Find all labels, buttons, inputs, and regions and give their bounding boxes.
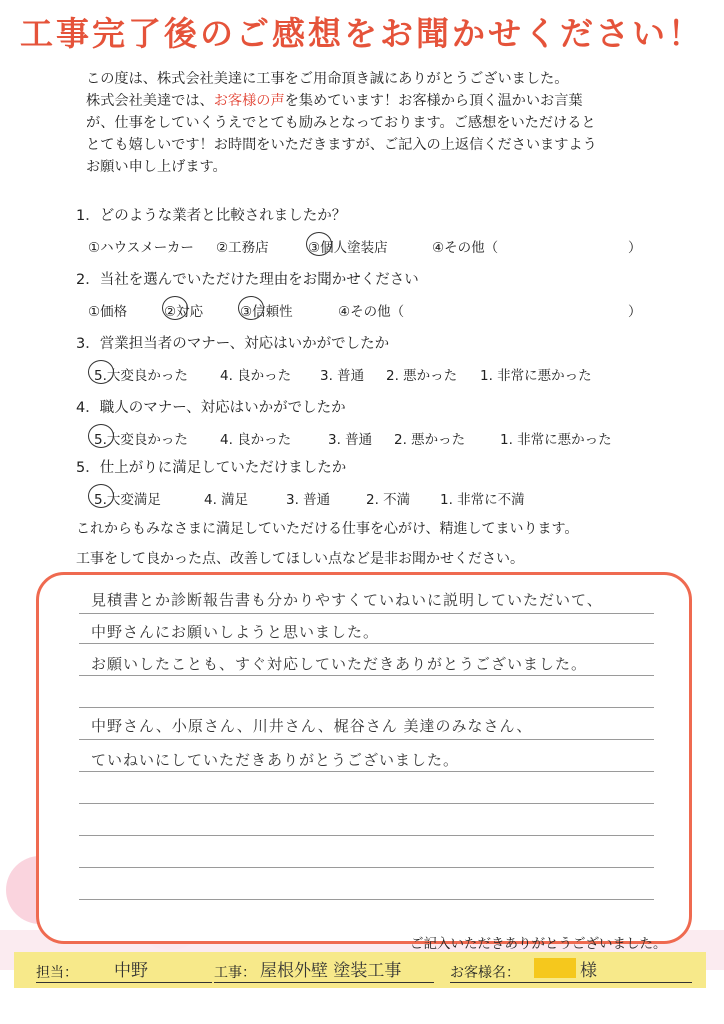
option[interactable]: ③個人塗装店 [308, 240, 388, 256]
closing-note: これからもみなさまに満足していただける仕事を心がけ、精進してまいります。 [76, 521, 579, 537]
selected-circle-mark [306, 232, 332, 256]
option[interactable]: 2. 不満 [366, 492, 411, 508]
writing-line [79, 613, 654, 614]
thanks-text: ご記入いただきありがとうございました。 [410, 936, 667, 952]
intro-line: お願い申し上げます。 [86, 159, 227, 175]
work-label: 工事： [214, 965, 256, 981]
writing-line [79, 835, 654, 836]
option[interactable]: 1. 非常に悪かった [500, 432, 612, 448]
question-3: 3．営業担当者のマナー、対応はいかがでしたか [76, 336, 390, 352]
page-title: 工事完了後のご感想をお聞かせください！ [20, 14, 704, 53]
selected-circle-mark [162, 296, 188, 320]
writing-line [79, 867, 654, 868]
option[interactable]: ②工務店 [216, 240, 269, 256]
option[interactable]: ④その他（ [338, 304, 405, 320]
option[interactable]: 4. 満足 [204, 492, 249, 508]
option-close: ） [628, 304, 642, 320]
option[interactable]: ①ハウスメーカー [88, 240, 194, 256]
comment-line: お願いしたことも、すぐ対応していただきありがとうございました。 [91, 655, 588, 673]
writing-line [79, 771, 654, 772]
writing-line [79, 675, 654, 676]
footer-bar [14, 952, 706, 988]
option[interactable]: ③信頼性 [240, 304, 293, 320]
intro-text [86, 68, 646, 178]
intro-line: 株式会社美達では、お客様の声を集めています！お客様から頂く温かいお言葉 [86, 93, 583, 109]
comment-box[interactable] [36, 572, 692, 944]
honorific: 様 [580, 961, 597, 981]
question-4: 4．職人のマナー、対応はいかがでしたか [76, 400, 346, 416]
option[interactable]: 1. 非常に悪かった [480, 368, 592, 384]
option[interactable]: 4. 良かった [220, 432, 292, 448]
highlight-customer-voice: お客様の声 [213, 93, 285, 109]
customer-underline [450, 982, 692, 983]
option[interactable]: 2. 悪かった [386, 368, 458, 384]
question-5: 5．仕上がりに満足していただけましたか [76, 460, 347, 476]
intro-line: とても嬉しいです！お時間をいただきますが、ご記入の上返信くださいますよう [86, 137, 597, 153]
comment-line: 中野さんにお願いしようと思いました。 [91, 623, 380, 641]
option[interactable]: 5.大変良かった [94, 368, 188, 384]
work-value[interactable]: 屋根外壁 塗装工事 [260, 961, 402, 981]
comment-line: 中野さん、小原さん、川井さん、梶谷さん 美達のみなさん、 [91, 717, 533, 735]
option[interactable]: ④その他（ [432, 240, 499, 256]
option[interactable]: 4. 良かった [220, 368, 292, 384]
option[interactable]: 1. 非常に不満 [440, 492, 525, 508]
option[interactable]: ②対応 [164, 304, 204, 320]
intro-line: この度は、株式会社美達に工事をご用命頂き誠にありがとうございました。 [86, 71, 569, 87]
writing-line [79, 707, 654, 708]
customer-label: お客様名： [450, 965, 520, 981]
option[interactable]: 5.大変良かった [94, 432, 188, 448]
selected-circle-mark [88, 484, 114, 508]
question-2: 2．当社を選んでいただけた理由をお聞かせください [76, 272, 419, 288]
comment-line: ていねいにしていただきありがとうございました。 [91, 751, 460, 769]
staff-underline [36, 982, 212, 983]
option[interactable]: 3. 普通 [320, 368, 365, 384]
option[interactable]: 3. 普通 [328, 432, 373, 448]
comment-line: 見積書とか診断報告書も分かりやすくていねいに説明していただいて、 [91, 591, 603, 609]
writing-line [79, 739, 654, 740]
selected-circle-mark [88, 424, 114, 448]
staff-label: 担当： [36, 965, 78, 981]
writing-line [79, 803, 654, 804]
selected-circle-mark [88, 360, 114, 384]
intro-line: が、仕事をしていくうえでとても励みとなっております。ご感想をいただけると [86, 115, 596, 131]
writing-line [79, 643, 654, 644]
writing-line [79, 899, 654, 900]
option[interactable]: 3. 普通 [286, 492, 331, 508]
option-close: ） [628, 240, 642, 256]
option[interactable]: 5.大変満足 [94, 492, 161, 508]
work-underline [214, 982, 434, 983]
question-1: 1．どのような業者と比較されましたか？ [76, 208, 347, 224]
selected-circle-mark [238, 296, 264, 320]
comment-prompt: 工事をして良かった点、改善してほしい点など是非お聞かせください。 [76, 551, 524, 567]
option[interactable]: ①価格 [88, 304, 128, 320]
staff-value[interactable]: 中野 [114, 961, 148, 981]
redaction-mask [534, 958, 576, 978]
option[interactable]: 2. 悪かった [394, 432, 466, 448]
